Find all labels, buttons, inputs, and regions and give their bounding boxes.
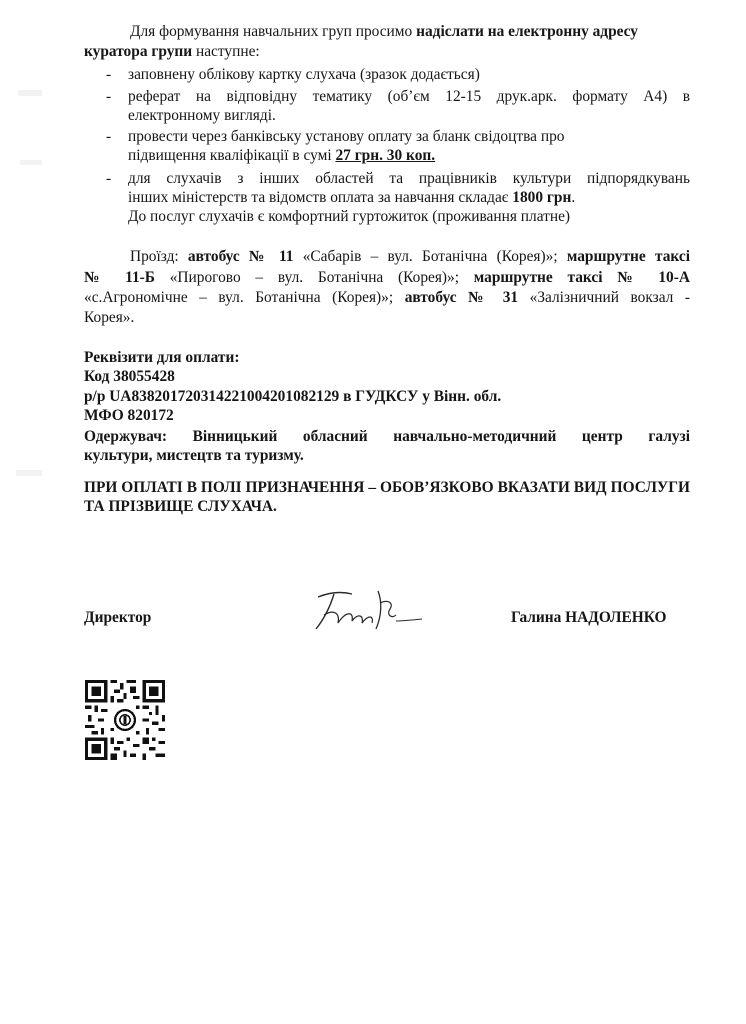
travel-line-2 — [84, 268, 690, 287]
list-item-certificate-payment-cont — [128, 146, 435, 165]
signatory-title: Директор — [84, 609, 152, 626]
handwritten-signature — [300, 585, 435, 640]
list-item-essay: реферат на відповідну тематику (об’єм 12-15 друк.арк. формату А4) в — [128, 88, 690, 105]
requisites-recipient: Одержувач: Вінницький обласний навчально-методичний центр галузі — [84, 428, 690, 445]
list-item-other-regions: для слухачів з інших областей та працівників культури підпорядкувань — [128, 170, 690, 187]
requisites-code: Код 38055428 — [84, 368, 175, 385]
travel-line-3 — [84, 288, 690, 307]
tuition-text: інших міністерств та відомств оплата за навчання складає — [128, 189, 513, 206]
travel-route: автобус № 11 — [187, 248, 294, 265]
travel-text: «Пирогово – вул. Ботанічна (Корея)»; — [154, 269, 474, 286]
tuition-fee: 1800 грн — [512, 189, 572, 206]
tuition-period: . — [571, 189, 576, 206]
scan-artifact — [16, 470, 42, 476]
signatory-name: Галина НАДОЛЕНКО — [511, 609, 667, 626]
requisites-mfo: МФО 820172 — [84, 407, 174, 424]
list-bullet: - — [106, 66, 112, 83]
scan-artifact — [18, 90, 42, 96]
requisites-title: Реквізити для оплати: — [84, 349, 240, 366]
travel-text: «с.Агрономічне – вул. Ботанічна (Корея)»; — [84, 289, 405, 306]
payment-notice: ПРИ ОПЛАТІ В ПОЛІ ПРИЗНАЧЕННЯ – ОБОВ’ЯЗКОВО ВКАЗАТИ ВИД ПОСЛУГИ — [84, 479, 690, 496]
scan-artifact — [20, 160, 42, 165]
intro-emphasis: надіслати на електронну адресу — [416, 23, 638, 40]
qr-code — [85, 680, 165, 760]
requisites-recipient-cont: культури, мистецтв та туризму. — [84, 447, 304, 464]
travel-route: маршрутне таксі — [566, 248, 690, 265]
list-item-registration-card: заповнену облікову картку слухача (зразок додається) — [128, 66, 480, 83]
travel-route: № 11-Б — [84, 269, 155, 286]
travel-route: автобус № 31 — [404, 289, 519, 306]
intro-text: наступне: — [192, 43, 260, 60]
list-item-tuition — [128, 188, 575, 207]
payment-text: підвищення кваліфікації в сумі — [128, 147, 336, 164]
travel-text: «Сабарів – вул. Ботанічна (Корея)»; — [293, 248, 567, 265]
list-bullet: - — [106, 170, 112, 187]
list-bullet: - — [106, 88, 112, 105]
list-item-essay-cont: електронному вигляді. — [128, 107, 276, 124]
travel-line-1 — [130, 247, 690, 266]
requisites-account: р/р UA838201720314221004201082129 в ГУДКСУ у Вінн. обл. — [84, 388, 502, 405]
travel-text: Проїзд: — [130, 248, 188, 265]
list-item-dormitory: До послуг слухачів є комфортний гуртожиток (проживання платне) — [128, 208, 571, 225]
intro-line-1 — [130, 22, 690, 41]
list-bullet: - — [106, 128, 112, 145]
payment-notice-cont: ТА ПРІЗВИЩЕ СЛУХАЧА. — [84, 498, 277, 515]
intro-emphasis: куратора групи — [84, 43, 193, 60]
travel-line-4: Корея». — [84, 309, 135, 326]
intro-line-2 — [84, 42, 260, 61]
travel-text: «Залізничний вокзал - — [518, 289, 690, 306]
intro-text: Для формування навчальних груп просимо — [130, 23, 417, 40]
certificate-fee: 27 грн. 30 коп. — [335, 147, 436, 164]
travel-route: маршрутне таксі № 10-А — [473, 269, 690, 286]
list-item-certificate-payment: провести через банківську установу оплату за бланк свідоцтва про — [128, 128, 565, 145]
